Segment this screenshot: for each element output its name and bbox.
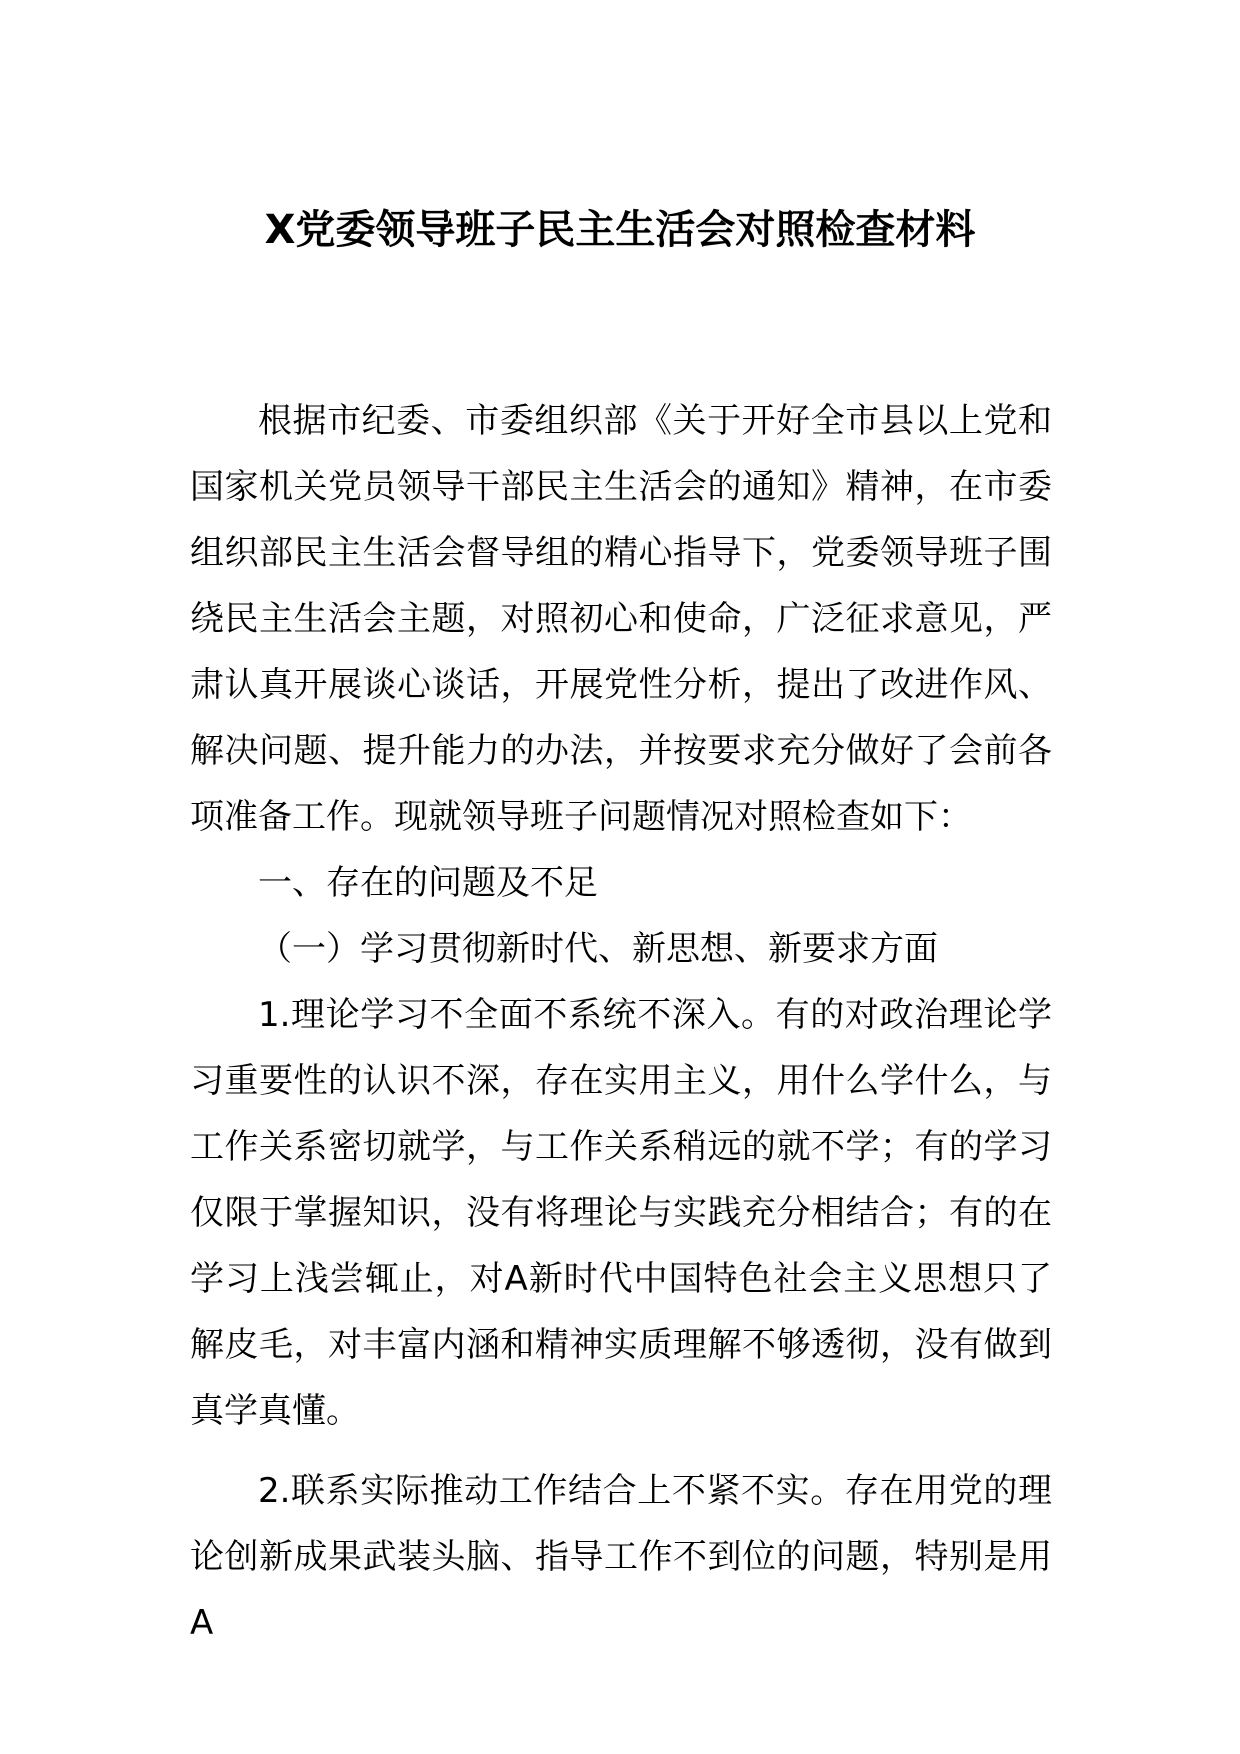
document-title: X党委领导班子民主生活会对照检查材料 (264, 207, 976, 253)
document-body (190, 388, 1052, 1656)
section-heading: 一、存在的问题及不足 (258, 863, 598, 903)
intro-paragraph: 根据市纪委、市委组织部《关于开好全市县以上党和国家机关党员领导干部民主生活会的通知》精神，在市委组织部民主生活会督导组的精心指导下，党委领导班子围绕民主生活会主题，对照初心和使命，广泛征求意见，严肃认真开展谈心谈话，开展党性分析，提出了改进作风、解决问题、提升能力的办法，并按要求充分做好了会前各项准备工作。现就领导班子问题情况对照检查如下： (190, 401, 1052, 837)
item-2-paragraph: 2.联系实际推动工作结合上不紧不实。存在用党的理论创新成果武装头脑、指导工作不到位的问题，特别是用A (190, 1471, 1052, 1643)
item-1-paragraph: 1.理论学习不全面不系统不深入。有的对政治理论学习重要性的认识不深，存在实用主义，用什么学什么，与工作关系密切就学，与工作关系稍远的就不学；有的学习仅限于掌握知识，没有将理论与实践充分相结合；有的在学习上浅尝辄止，对A新时代中国特色社会主义思想只了解皮毛，对丰富内涵和精神实质理解不够透彻，没有做到真学真懂。 (190, 995, 1052, 1431)
subsection-heading: （一）学习贯彻新时代、新思想、新要求方面 (258, 929, 938, 969)
